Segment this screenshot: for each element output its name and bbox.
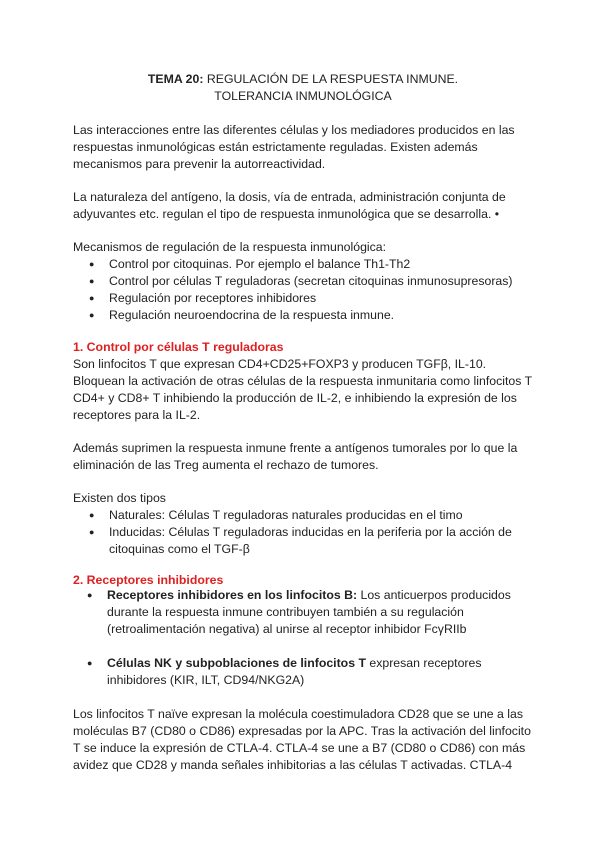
section1-paragraph: Son linfocitos T que expresan CD4+CD25+FOXP3 y producen TGFβ, IL-10. Bloquean la activación de otras células de la respuesta inmunitaria como linfocitos T CD4+ y CD8+ T inhibiendo la producción de IL-2, e inhibiendo la expresión de los receptores para la IL-2.: [73, 357, 532, 422]
b2-text: expresan receptores inhibidores (KIR, ILT, CD94/NKG2A): [107, 656, 482, 687]
title-line2: TOLERANCIA INMUNOLÓGICA: [214, 89, 392, 103]
list-item: [107, 587, 532, 638]
types-intro: Existen dos tipos: [73, 491, 166, 505]
types-list: [109, 507, 534, 558]
list-item: ● Control por células T reguladoras (secretan citoquinas inmunosupresoras): [109, 273, 539, 290]
page-title: [73, 71, 533, 105]
inhibitory-list-1: [107, 587, 532, 638]
b1-bold: Receptores inhibidores en los linfocitos B:: [107, 588, 358, 602]
antigen-paragraph: La naturaleza del antígeno, la dosis, vía de entrada, administración conjunta de adyuvantes etc. regulan el tipo de respuesta inmunológica que se desarrolla. •: [73, 190, 506, 221]
list-item: ● Regulación por receptores inhibidores: [109, 290, 539, 307]
section2-heading: 2. Receptores inhibidores: [73, 573, 224, 587]
section2-paragraph: Los linfocitos T naïve expresan la molécula coestimuladora CD28 que se une a las moléculas B7 (CD80 o CD86) expresadas por la APC. Tras la activación del linfocito T se induce la expresión de CTLA-4. CTLA-4 se une a B7 (CD80 o CD86) con más avidez que CD28 y manda señales inhibitorias a las células T activadas. CTLA-4: [73, 707, 531, 772]
title-bold: TEMA 20:: [147, 72, 204, 86]
list-item: ● Inducidas: Células T reguladoras inducidas en la periferia por la acción de citoquinas como el TGF-β: [109, 524, 534, 558]
b2-bold: Células NK y subpoblaciones de linfocitos T: [107, 656, 366, 670]
b1-text: Los anticuerpos producidos durante la respuesta inmune contribuyen también a su regulación (retroalimentación negativa) al unirse al receptor inhibidor FcγRIIb: [107, 588, 511, 636]
list-item: ● Naturales: Células T reguladoras naturales producidas en el timo: [109, 507, 534, 524]
list-item: ● Control por citoquinas. Por ejemplo el balance Th1-Th2: [109, 256, 539, 273]
section1-heading: 1. Control por células T reguladoras: [73, 340, 284, 354]
mechanisms-intro: Mecanismos de regulación de la respuesta inmunológica:: [73, 240, 387, 254]
mechanisms-list: [109, 256, 539, 324]
list-item: [107, 655, 532, 689]
list-item: ● Regulación neuroendocrina de la respuesta inmune.: [109, 307, 539, 324]
title-rest: REGULACIÓN DE LA RESPUESTA INMUNE.: [203, 72, 459, 86]
inhibitory-list-2: [107, 655, 532, 689]
section1-paragraph2: Además suprimen la respuesta inmune frente a antígenos tumorales por lo que la eliminación de las Treg aumenta el rechazo de tumores.: [73, 441, 518, 472]
intro-paragraph: Las interacciones entre las diferentes células y los mediadores producidos en las respuestas inmunológicas están estrictamente reguladas. Existen además mecanismos para prevenir la autorreactividad.: [73, 123, 515, 171]
